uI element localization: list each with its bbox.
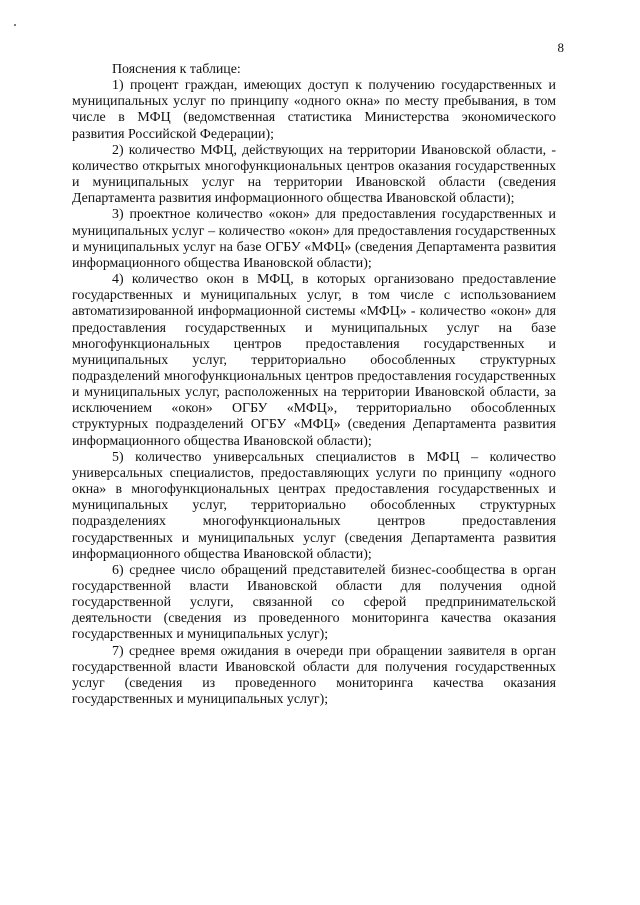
paragraph-5: 5) количество универсальных специалистов в МФЦ – количество универсальных специалистов, предоставляющих услуги по принципу «одного окна» в многофункциональных центрах предоставления государственных и муниципальных услуг, территориально обособленных структурных подразделениях многофункциональных центров предоставления государственных и муниципальных услуг (сведения Департамента развития информационного общества Ивановской области); (72, 449, 556, 562)
section-heading: Пояснения к таблице: (112, 62, 241, 77)
page-number: 8 (557, 40, 564, 55)
scan-speck (14, 24, 16, 26)
document-body (72, 62, 556, 708)
paragraph-1: 1) процент граждан, имеющих доступ к получению государственных и муниципальных услуг по принципу «одного окна» по месту пребывания, в том числе в МФЦ (ведомственная статистика Министерства экономического развития Российской Федерации); (72, 78, 556, 142)
paragraph-7: 7) среднее время ожидания в очереди при обращении заявителя в орган государственной власти Ивановской области для получения государственных услуг (сведения из проведенного мониторинга качества оказания государственных и муниципальных услуг); (72, 643, 556, 708)
paragraph-6: 6) среднее число обращений представителей бизнес-сообщества в орган государственной власти Ивановской области для получения одной государственной услуги, связанной со сферой предпринимательской деятельности (сведения из проведенного мониторинга качества оказания государственных и муниципальных услуг); (72, 562, 556, 643)
paragraph-4: 4) количество окон в МФЦ, в которых организовано предоставление государственных и муниципальных услуг, в том числе с использованием автоматизированной информационной системы «МФЦ» - количество «окон» для предоставления государственных и муниципальных услуг на базе многофункциональных центров предоставления государственных и муниципальных услуг, территориально обособленных структурных подразделений многофункциональных центров предоставления государственных и муниципальных услуг, расположенных на территории Ивановской области, за исключением «окон» ОГБУ «МФЦ», территориально обособленных структурных подразделений ОГБУ «МФЦ» (сведения Департамента развития информационного общества Ивановской области); (72, 272, 556, 449)
paragraph-2: 2) количество МФЦ, действующих на территории Ивановской области, - количество открытых многофункциональных центров оказания государственных и муниципальных услуг на территории Ивановской области (сведения Департамента развития информационного общества Ивановской области); (72, 142, 556, 207)
paragraph-3: 3) проектное количество «окон» для предоставления государственных и муниципальных услуг – количество «окон» для предоставления государственных и муниципальных услуг на базе ОГБУ «МФЦ» (сведения Департамента развития информационного общества Ивановской области); (72, 207, 556, 271)
